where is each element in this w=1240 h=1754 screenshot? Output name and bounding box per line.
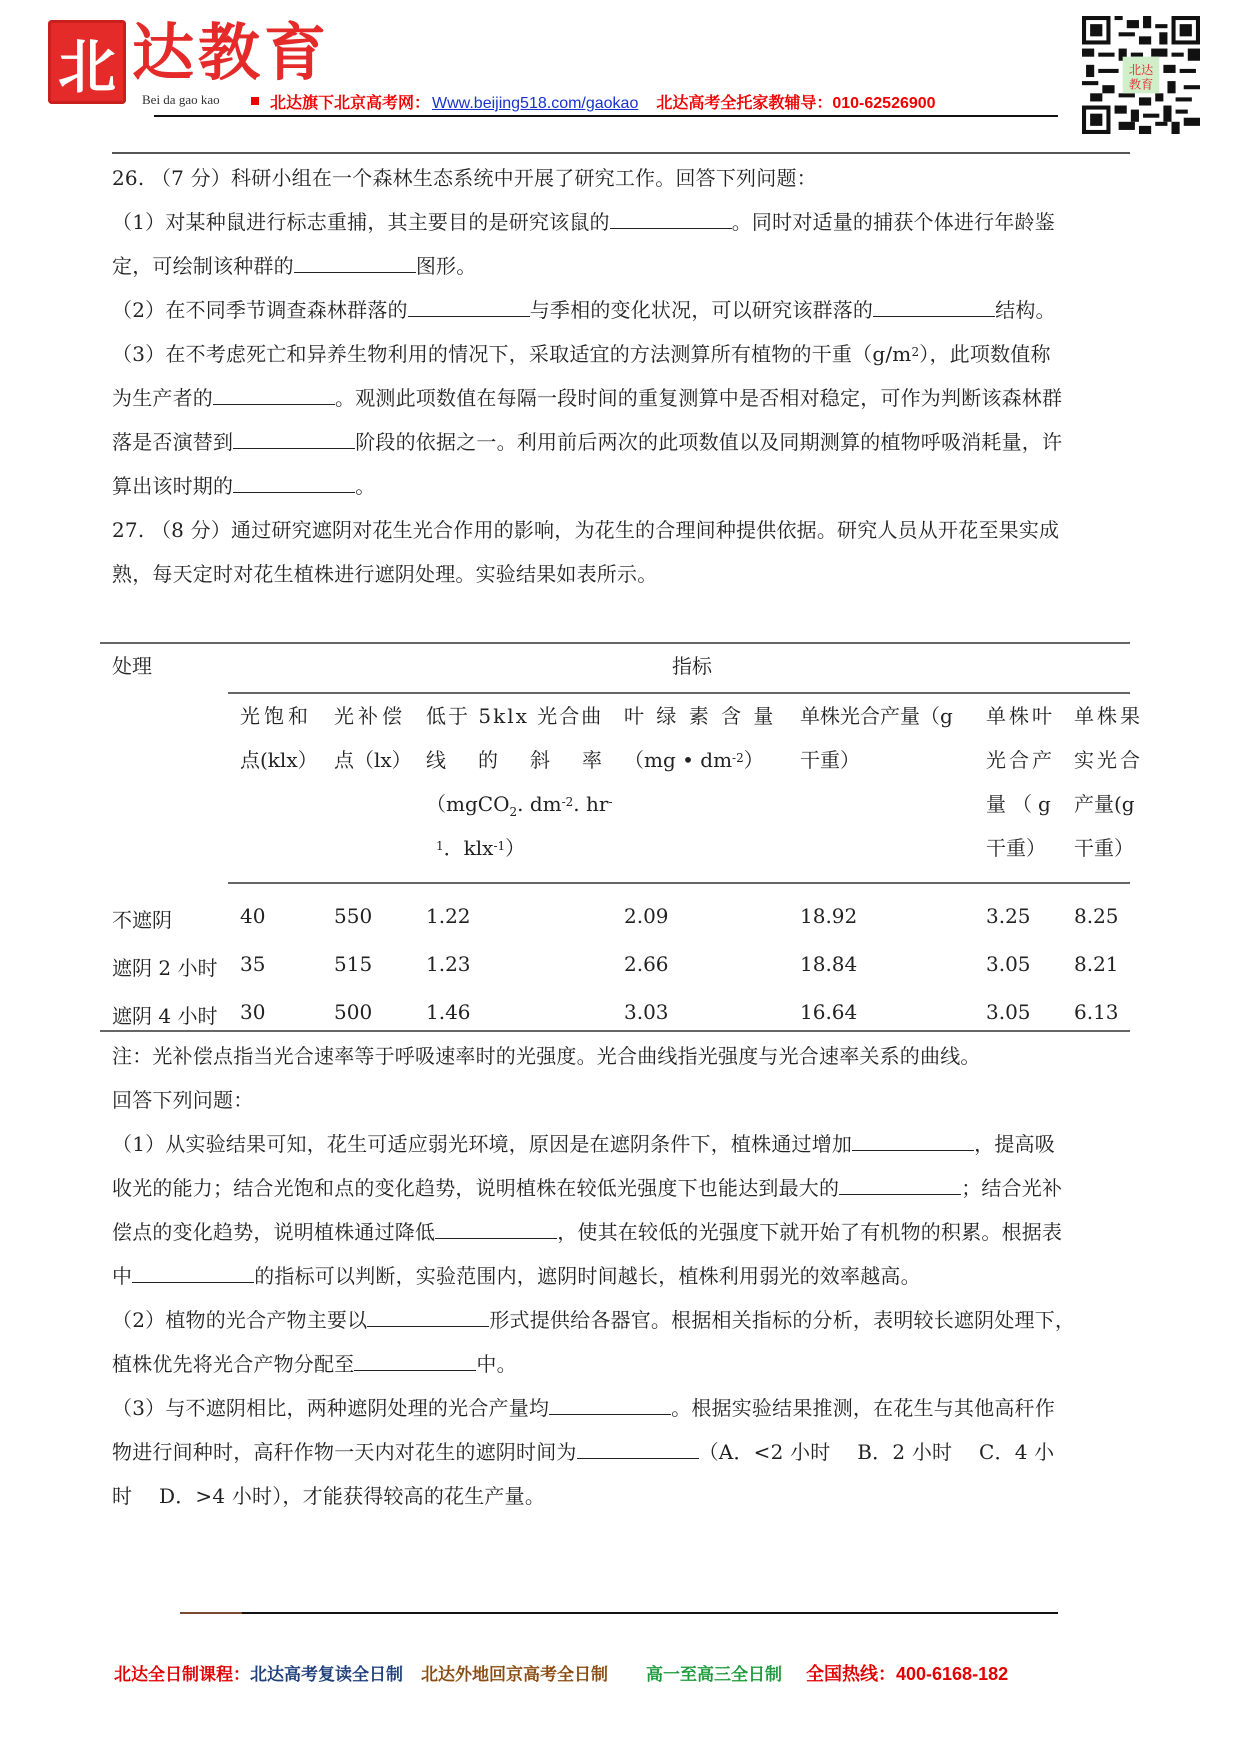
answer-blank[interactable] — [839, 1176, 961, 1195]
table-top-rule — [100, 642, 1130, 644]
answer-blank[interactable] — [132, 1264, 254, 1283]
header-col-5-l2: 干重） — [800, 748, 860, 772]
superscript: 2 — [911, 345, 920, 359]
site-link[interactable]: Www.beijing518.com/gaokao — [432, 95, 639, 112]
superscript: 1 — [436, 839, 444, 853]
footer-banner — [114, 1660, 1008, 1686]
answer-blank[interactable] — [294, 254, 416, 273]
answer-blank[interactable] — [610, 210, 732, 229]
q27-title-line1: 27. （8 分）通过研究遮阴对花生光合作用的影响，为花生的合理间种提供依据。研究人员从开花至果实成 — [112, 518, 1060, 542]
answer-blank[interactable] — [577, 1440, 699, 1459]
text: 。 — [355, 474, 376, 498]
answer-blank[interactable] — [435, 1220, 557, 1239]
table-note: 注：光补偿点指当光合速率等于呼吸速率时的光强度。光合曲线指光强度与光合速率关系的曲线。 — [112, 1044, 981, 1068]
table-cell: 6.13 — [1074, 1000, 1119, 1024]
logo-char: 北 — [57, 33, 116, 101]
row-treatment: 遮阴 2 小时 — [112, 956, 218, 980]
q26-p3-line3 — [112, 428, 1062, 456]
site-label: 北达旗下北京高考网： — [270, 95, 431, 112]
text: ） — [743, 748, 764, 772]
qr-center-text-1: 北达 — [1128, 63, 1154, 78]
text: . dm — [517, 792, 562, 816]
q26-p1-line2 — [112, 252, 476, 280]
q26-p3-line4 — [112, 472, 375, 500]
table-cell: 3.05 — [986, 952, 1031, 976]
table-cell: 35 — [240, 952, 266, 976]
q27-s2-line1 — [112, 1306, 1075, 1334]
q27-s3-line2 — [112, 1438, 1054, 1466]
header-col-6-l1: 单株叶 — [986, 704, 1055, 728]
text: （mg • dm — [624, 748, 733, 772]
q26-p3-line2 — [112, 384, 1062, 412]
footer-course-1: 北达高考复读全日制 — [250, 1665, 403, 1684]
header-col-3-l2: 线 的 斜 率 — [426, 748, 608, 772]
table-cell: 1.46 — [426, 1000, 471, 1024]
table-cell: 550 — [334, 904, 373, 928]
superscript: - — [608, 795, 613, 809]
table-bottom-rule — [100, 1030, 1130, 1032]
answer-blank[interactable] — [852, 1132, 974, 1151]
footer-divider — [180, 1612, 1058, 1614]
q27-s3-line1 — [112, 1394, 1055, 1422]
answer-blank[interactable] — [233, 430, 355, 449]
table-cell: 3.05 — [986, 1000, 1031, 1024]
text: ，提高吸 — [974, 1132, 1055, 1156]
footer-divider-accent — [180, 1612, 242, 1614]
table-cell: 8.21 — [1074, 952, 1119, 976]
answer-blank[interactable] — [873, 298, 995, 317]
logo-mark — [48, 20, 126, 104]
header-col-1-l2: 点(klx） — [240, 748, 318, 772]
table-cell: 1.23 — [426, 952, 471, 976]
text: 。同时对适量的捕获个体进行年龄鉴 — [731, 210, 1055, 234]
text: 中。 — [476, 1352, 517, 1376]
qr-center-text-2: 教育 — [1128, 77, 1154, 92]
text: ），此项数值称 — [919, 342, 1051, 366]
text: 定，可绘制该种群的 — [112, 254, 294, 278]
row-treatment: 遮阴 4 小时 — [112, 1004, 218, 1028]
table-cell: 18.92 — [800, 904, 858, 928]
text: 的指标可以判断，实验范围内，遮阴时间越长，植株利用弱光的效率越高。 — [254, 1264, 921, 1288]
logo-text: 达教育 — [132, 16, 331, 89]
header-divider — [154, 115, 1058, 117]
text: 落是否演替到 — [112, 430, 234, 454]
text: ．klx — [443, 836, 494, 860]
page-top-divider — [112, 152, 1130, 154]
tutor-hotline: 北达高考全托家教辅导：010-62526900 — [656, 95, 936, 112]
text: ；结合光补 — [961, 1176, 1063, 1200]
table-cell: 2.66 — [624, 952, 669, 976]
table-cell: 8.25 — [1074, 904, 1119, 928]
footer-course-3: 高一至高三全日制 — [646, 1665, 782, 1684]
text: 收光的能力；结合光饱和点的变化趋势，说明植株在较低光强度下也能达到最大的 — [112, 1176, 840, 1200]
header-col-6-l2: 光合产 — [986, 748, 1055, 772]
q26-p2 — [112, 296, 1056, 324]
table-cell: 515 — [334, 952, 373, 976]
header-col-7-l1: 单株果 — [1074, 704, 1143, 728]
header-col-3-l4 — [436, 834, 525, 862]
text: （1）从实验结果可知，花生可适应弱光环境，原因是在遮阴条件下，植株通过增加 — [112, 1132, 853, 1156]
q27-s1-line3 — [112, 1218, 1062, 1246]
header-col-2-l2: 点（lx） — [334, 748, 412, 772]
footer-hotline: 全国热线：400-6168-182 — [806, 1664, 1009, 1684]
header-col-6-l4: 干重） — [986, 836, 1046, 860]
table-cell: 2.09 — [624, 904, 669, 928]
text: 图形。 — [415, 254, 477, 278]
footer-label: 北达全日制课程： — [114, 1665, 250, 1684]
text: （1）对某种鼠进行标志重捕，其主要目的是研究该鼠的 — [112, 210, 610, 234]
text: （2）在不同季节调查森林群落的 — [112, 298, 408, 322]
answer-blank[interactable] — [213, 386, 335, 405]
text: ，使其在较低的光强度下就开始了有机物的积累。根据表 — [557, 1220, 1063, 1244]
header-col-6-l3: 量（g — [986, 792, 1057, 816]
header-treatment: 处理 — [112, 654, 152, 678]
q27-s1-line4 — [112, 1262, 921, 1290]
text: 偿点的变化趋势，说明植株通过降低 — [112, 1220, 436, 1244]
q26-p3-line1 — [112, 340, 1051, 368]
superscript: -2 — [561, 795, 574, 809]
header-col-1-l1: 光饱和 — [240, 704, 312, 728]
text: . hr — [573, 792, 609, 816]
bullet-square-icon — [251, 97, 259, 105]
text: （2）植物的光合产物主要以 — [112, 1308, 368, 1332]
table-cell: 18.84 — [800, 952, 858, 976]
answer-blank[interactable] — [549, 1396, 671, 1415]
table-cell: 1.22 — [426, 904, 471, 928]
text: （mgCO — [426, 792, 510, 816]
q26-p1-line1 — [112, 208, 1055, 236]
answer-blank[interactable] — [367, 1308, 489, 1327]
options-text: （A．<2 小时 B．2 小时 C．4 小 — [698, 1440, 1055, 1464]
text: 中 — [112, 1264, 133, 1288]
text: ） — [505, 836, 526, 860]
q27-title-line2: 熟，每天定时对花生植株进行遮阴处理。实验结果如表所示。 — [112, 562, 658, 586]
table-cell: 40 — [240, 904, 266, 928]
subscript: 2 — [509, 805, 518, 819]
header-indicators: 指标 — [672, 654, 712, 678]
q27-s1-line1 — [112, 1130, 1055, 1158]
text: 结构。 — [995, 298, 1056, 322]
header-col-4-l1: 叶 绿 素 含 量 — [624, 704, 777, 728]
table-cell: 3.03 — [624, 1000, 669, 1024]
table-cell: 30 — [240, 1000, 266, 1024]
q26-title: 26. （7 分）科研小组在一个森林生态系统中开展了研究工作。回答下列问题： — [112, 166, 817, 190]
text: （3）在不考虑死亡和异养生物利用的情况下，采取适宜的方法测算所有植物的干重（g/m — [112, 342, 912, 366]
row-treatment: 不遮阴 — [112, 908, 172, 932]
header-col-3-l3 — [426, 790, 613, 826]
text: 阶段的依据之一。利用前后两次的此项数值以及同期测算的植物呼吸消耗量，许 — [355, 430, 1063, 454]
text: 物进行间种时，高秆作物一天内对花生的遮阴时间为 — [112, 1440, 577, 1464]
text: （3）与不遮阴相比，两种遮阴处理的光合产量均 — [112, 1396, 550, 1420]
header-col-7-l4: 干重） — [1074, 836, 1134, 860]
logo-pinyin: Bei da gao kao — [142, 92, 220, 107]
text: 。观测此项数值在每隔一段时间的重复测算中是否相对稳定，可作为判断该森林群 — [335, 386, 1063, 410]
header-col-2-l1: 光补偿 — [334, 704, 406, 728]
header-col-4-l2 — [624, 746, 764, 774]
qr-code-icon — [1082, 16, 1200, 134]
text: 为生产者的 — [112, 386, 213, 410]
footer-course-2: 北达外地回京高考全日制 — [421, 1665, 608, 1684]
text: 与季相的变化状况，可以研究该群落的 — [529, 298, 874, 322]
answer-prompt: 回答下列问题： — [112, 1088, 254, 1112]
text: 植株优先将光合产物分配至 — [112, 1352, 355, 1376]
text: 算出该时期的 — [112, 474, 234, 498]
table-cell: 16.64 — [800, 1000, 858, 1024]
header-col-3-l1: 低于 5klx 光合曲 — [426, 704, 604, 728]
header-col-5-l1: 单株光合产量（g — [800, 704, 953, 728]
q27-s2-line2 — [112, 1350, 517, 1378]
header-col-7-l3: 产量(g — [1074, 792, 1135, 816]
header-info — [270, 90, 936, 113]
superscript: -2 — [732, 751, 744, 765]
table-cell: 500 — [334, 1000, 373, 1024]
answer-blank[interactable] — [233, 474, 355, 493]
table-cell: 3.25 — [986, 904, 1031, 928]
text: 。根据实验结果推测，在花生与其他高秆作 — [671, 1396, 1055, 1420]
q27-s3-line3: 时 D．>4 小时），才能获得较高的花生产量。 — [112, 1484, 546, 1508]
table-header-bottom-rule — [228, 882, 1130, 884]
superscript: -1 — [493, 839, 506, 853]
answer-blank[interactable] — [408, 298, 530, 317]
q27-s1-line2 — [112, 1174, 1062, 1202]
text: 形式提供给各器官。根据相关指标的分析，表明较长遮阴处理下， — [489, 1308, 1076, 1332]
header-col-7-l2: 实光合 — [1074, 748, 1143, 772]
answer-blank[interactable] — [354, 1352, 476, 1371]
table-sub-rule — [228, 692, 1130, 694]
